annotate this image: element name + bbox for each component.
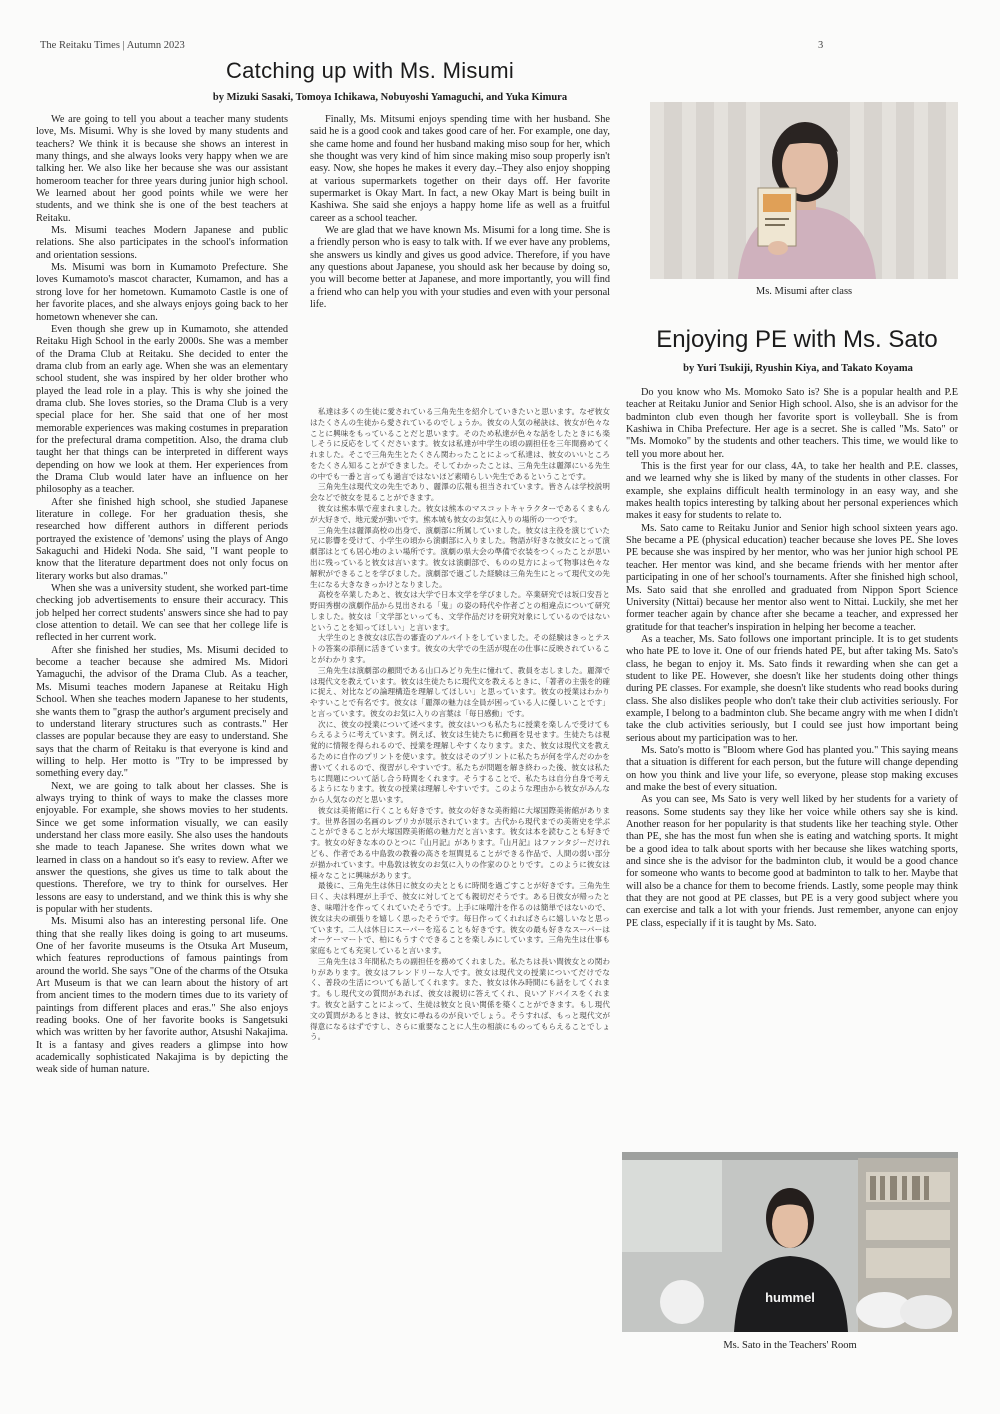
misumi-japanese-column [310, 407, 610, 1347]
photo-caption-sato: Ms. Sato in the Teachers' Room [723, 1340, 857, 1351]
paragraph: Even though she grew up in Kumamoto, she attended Reitaku High School in the early 2000s. She was a member of the Drama Club at Reitaku. She decided to enter the drama club from an early age. When she was an elementary school student, she was inspired by her older brother who played the lead role in a play. This is why she joined the drama club. She loves stories, so the Drama Club is a very special place for her. She said that one of her most memorable experiences was making costumes in preparation for the prefectural drama competition. Also, the drama club taught her that things can be interpreted in different ways depending on how we look at them. Her experiences from the Drama Club would later have an influence on her philosophy as a teacher. [36, 323, 288, 496]
jp-paragraph: 次に、彼女の授業について述べます。彼女はいつも私たちに授業を楽しんで受けてもらえるように考えています。例えば、彼女は生徒たちに動画を見せます。生徒たちは視覚的に情報を得られるので、授業を理解しやすくなります。また、彼女は現代文を教えるために自作のプリントを使います。彼女はそのプリントに私たちが何を学んだのかを書いてくれるので、復習がしやすいです。私たちが問題を解き終わった後、彼女は私たちに問題について話し合う時間をくれます。そうすることで、私たちは自分自身で考えるようになります。彼女の授業は理解しやすいです。このような理由から彼女がみんなから人気なのだと思います。 [310, 719, 610, 805]
paragraph: Ms. Misumi teaches Modern Japanese and public relations. She also participates in the school's information and orientation sessions. [36, 225, 288, 261]
article-title-sato: Enjoying PE with Ms. Sato [656, 326, 938, 353]
byline-sato: by Yuri Tsukiji, Ryushin Kiya, and Takato Koyama [683, 363, 913, 374]
jp-paragraph: 三角先生は演劇部の顧問である山口みどり先生に憧れて、教員を志しました。麗澤では現代文を教えています。彼女は生徒たちに現代文を教えるときに、「著者の主張を的確に捉え、対比などの論理構造を理解してほしい」と思っています。彼女の授業はわかりやすいことで有名です。彼女は「麗澤の魅力は全員が困っている人に優しいことです」と言っています。彼女のお気に入りの言葉は「毎日感動」です。 [310, 665, 610, 718]
paragraph: Do you know who Ms. Momoko Sato is? She is a popular health and P.E teacher at Reitaku Junior and Senior High school. Also, she is an advisor for the badminton club even though her favorite sport is volleyball. She is from Kashiwa in Chiba Prefecture. Her age is a secret. She is called "Ms. Sato" or "Ms. Momoko" by the students and other teachers. This time, we would like to tell you more about her. [626, 387, 958, 460]
paragraph: As you can see, Ms Sato is very well liked by her students for a variety of reasons. Some students say they like her voice while others say she is kind. Another reason for her popularity is that students like her teaching style. Other than PE, she has the most fun when she is eating and watching sports. It might be a good idea to talk about sports with her because she likes watching sports, and since she is the advisor for the badminton club, it would be a good chance for someone who wants to become good at badminton to talk to her. Maybe that will also be a chance for them to become friends. Lastly, some people may think that they are not good at PE classes, but PE is a very good subject where you can exercise and talk a lot with your friends. Just remember, anyone can enjoy PE class, especially if it is taught by Ms. Sato. [626, 794, 958, 929]
newspaper-header: The Reitaku Times | Autumn 2023 [40, 40, 185, 51]
jp-paragraph: 三角先生は現代文の先生であり、麗澤の広報も担当されています。皆さんは学校説明会などで彼女を見ることができます。 [310, 482, 610, 503]
sato-column [626, 387, 958, 929]
sato-photo-illustration [622, 1152, 958, 1332]
paragraph: Ms. Sato came to Reitaku Junior and Senior high school sixteen years ago. She became a PE (physical education) teacher because she loves PE. She loves PE because she was inspired by her mentor, who was her junior high school PE teacher. Her mentor was kind, and she became friends with her mentor after participating in one of her school's tournaments. After she finished high school, Ms. Sato said that she enrolled and graduated from Nippon Sport Science University (Nittai) because her mentor also went to Nittai. Luckily, she met her former teacher again by chance after she became a teacher, and expressed her gratitude for that teacher's inspiration in helping her become a teacher. [626, 522, 958, 633]
paragraph: Next, we are going to talk about her classes. She is always trying to think of ways to make the classes more enjoyable. For example, she shows movies to her students. Since we get some information visually, we can easily understand her class more easily. She also uses the handouts she made to teach Japanese. She writes down what we learned in class on a handout so it's easy to review. After we answer the questions, she gives us time to talk about the questions. Therefore, we try to think for ourselves. Her lessons are easy to understand, and we think this is why she is popular with her students. [36, 780, 288, 915]
book-icon [758, 188, 796, 246]
photo-ms-misumi [650, 102, 958, 279]
jp-paragraph: 高校を卒業したあと、彼女は大学で日本文学を学びました。卒業研究では坂口安吾と野田秀樹の演劇作品から見出される「鬼」の姿の時代や作者ごとの相違点について研究しました。彼女は「文学部といっても、文学作品だけを研究対象にしているのではないということを知ってほしい」と言います。 [310, 590, 610, 632]
paragraph: This is the first year for our class, 4A, to take her health and P.E. classes, and we learned why she is liked by many of the students in other classes. For example, she explains difficult health terminology in an easy way, and she makes health topics interesting by talking about her personal experiences which makes it easy for students to relate to. [626, 461, 958, 522]
jp-paragraph: 私達は多くの生徒に愛されている三角先生を紹介していきたいと思います。なぜ彼女はたくさんの生徒から愛されているのでしょうか。彼女の人気の秘訣は、彼女が色々なことに興味をもっていることだと思います。そのため私達が色々な話をしたときにも楽しそうに反応をしてくださいます。彼女は私達が中学生の頃の副担任を三年間務めてくれました。そこで三角先生とたくさん関わったことによって私達は、彼女のいいところをたくさん知ることができました。そしてわかったことは、三角先生は麗澤にいる先生の中でも一番と言っても過言ではないほど素晴らしい先生であるということです。 [310, 407, 610, 481]
paragraph: After she finished her studies, Ms. Misumi decided to become a teacher because she admired Ms. Midori Yamaguchi, the advisor of the Drama Club. As a teacher, Ms. Misumi teaches modern Japanese at Reitaku High School. When she teaches modern Japanese to her students, she wants them to "grasp the author's argument precisely and to understand literary structures such as contrasts." Her classes are popular because they are easy to understand. She says that the charm of Reitaku is that everyone is kind and willing to help. Her motto is "Try to be impressed by something every day." [36, 644, 288, 780]
jp-paragraph: 大学生のとき彼女は広告の審査のアルバイトをしていました。その経験はきっとテストの答案の添削に活きています。彼女の大学での生活が現在の仕事に反映されていることがわかります。 [310, 633, 610, 664]
jp-paragraph: 三角先生は麗澤高校の出身で、演劇部に所属していました。彼女は主役を演じていた兄に影響を受けて、小学生の頃から演劇部に入りました。物語が好きな彼女にとって演劇部はとても居心地のよい場所です。演劇の県大会の準備で衣装をつくったことが思い出に残っていると彼女は言います。彼女は演劇部で、ものの見方によって物事は色々な解釈ができることを学びました。演劇部で過ごした経験は三角先生にとって現代文の先生になる大きなきっかけとなりました。 [310, 525, 610, 589]
article-title-misumi: Catching up with Ms. Misumi [225, 58, 515, 83]
paragraph: Ms. Misumi was born in Kumamoto Prefecture. She loves Kumamoto's mascot character, Kumamon, and has a strong love for her hometown. Kumamoto Castle is one of her favorite places, and she always enjoys going back to her hometown whenever she can. [36, 262, 288, 323]
jp-paragraph: 彼女は熊本県で産まれました。彼女は熊本のマスコットキャラクターであるくまもんが大好きで、地元愛が強いです。熊本城も彼女のお気に入りの場所の一つです。 [310, 504, 610, 524]
jp-paragraph: 最後に、三角先生は休日に彼女の夫とともに時間を過ごすことが好きです。三角先生曰く、夫は料理が上手で、彼女に対してとても親切だそうです。ある日彼女が帰ったとき、味噌汁を作ってくれていたそうです。上手に味噌汁を作るのは簡単ではないので、彼女は夫の頑張りを嬉しく思ったそうです。毎日作ってくれればさらに嬉しいなと思っています。二人は休日にスーパーを巡ることも好きです。彼女の最も好きなスーパーはオーケーマートで、柏にもうすぐできることを楽しみにしています。三角先生は仕事も家庭もとても充実していると言います。 [310, 881, 610, 956]
paragraph: Ms. Misumi also has an interesting personal life. One thing that she really likes doing is going to art museums. One of her favorite museums is the Otsuka Art Museum, which features reproductions of famous paintings from around the world. She says "One of the charms of the Otsuka Art Museum is that we can learn about the history of art from ancient times to the modern times due to its variety of paintings from different places and eras." She also enjoys reading books. One of her favorite books is Sangetsuki which was written by her favorite author, Atsushi Nakajima. It is a fantasy and gives readers a glimpse into how academically sophisticated Nakajima is by depicting the weak side of human nature. [36, 916, 288, 1076]
misumi-column-2 [310, 114, 610, 364]
paragraph: Ms. Sato's motto is "Bloom where God has planted you." This saying means that a situation is different for each person, but the future will change depending on how you think and live your life, so everyone, please stop making excuses and make the best of every situation. [626, 744, 958, 793]
photo-ms-sato [622, 1152, 958, 1332]
jp-paragraph: 彼女は美術館に行くことも好きです。彼女の好きな美術館に大塚国際美術館があります。世界各国の名画のレプリカが展示されています。古代から現代までの美術史を学ぶことができることが大塚国際美術館の魅力だと言います。彼女は本を読むことも好きです。彼女の好きな本のひとつに『山月記』があります。『山月記』はファンタジーだけれども、作者である中島敦の教養の高さを垣間見ることができる作品で、人間の弱い部分が描かれています。中島敦は彼女のお気に入りの作家のひとりです。このように彼女は様々なことに興味があります。 [310, 805, 610, 880]
paragraph: When she was a university student, she worked part-time checking job advertisements to ensure their accuracy. This job helped her correct students' answers since she had to pay close attention to detail. We can see that her college life is reflected in her current work. [36, 583, 288, 644]
paragraph: Finally, Ms. Mitsumi enjoys spending time with her husband. She said he is a good cook and takes good care of her. For example, one day, she came home and found her husband making miso soup for her, which she thought was very kind of him since making miso soup properly isn't easy. Now, she hopes he makes it every day.–They also enjoy shopping at various supermarkets together on their days off. Her favorite supermarket is Okay Mart. In fact, a new Okay Mart is being built in Kashiwa. She said she enjoys a happy home life as well as a fruitful career as a school teacher. [310, 114, 610, 224]
misumi-photo-illustration [650, 102, 958, 279]
misumi-column-1 [36, 114, 288, 1326]
paragraph: After she finished high school, she studied Japanese literature in college. For her graduation thesis, she researched how different authors in different periods portrayed the existence of 'demons' using the plays of Ango Sakaguchi and Hideki Noda. She said, "I want people to know that the literature department does not only focus on literary works but also dramas." [36, 496, 288, 582]
paragraph: We are glad that we have known Ms. Misumi for a long time. She is a friendly person who is easy to talk with. If we ever have any problems, she answers us kindly and gives us good advice. Therefore, if you have any questions about Japanese, you should ask her because by doing so, you will become better at Japanese, and more importantly, you will find a friend who can help you with your studies and even with your personal life. [310, 225, 610, 311]
photo-caption-misumi: Ms. Misumi after class [755, 286, 853, 297]
paragraph: As a teacher, Ms. Sato follows one important principle. It is to get students who hate PE to love it. One of our friends hated PE, but after taking Ms. Sato's class, he began to enjoy it. Ms. Sato finds it rewarding when she can get a student to like PE. However, she doesn't like her students doing other things during PE classes. For example, she doesn't like students who read books during class. She also dislikes people who don't take their club activities seriously. For example, I belong to a badminton club. She became angry with me when I didn't take the club activities seriously, but I could see just how important being serious about my participation was to her. [626, 633, 958, 744]
jp-paragraph: 三角先生は３年間私たちの副担任を務めてくれました。私たちは長い間彼女との関わりがあります。彼女はフレンドリーな人です。彼女は現代文の授業についてだけでなく、普段の生活についても話してくれます。また、彼女は休み時間にも話をしてくれます。もし現代文の質問があれば、彼女は親切に答えてくれ、良いアドバイスをくれます。彼女と話すことによって、生徒は彼女と良い関係を築くことができます。もし現代文の質問があるときは、彼女に尋ねるのが良いでしょう。そうすれば、もっと現代文が得意になるはずですし、さらに重要なことに人生の相談にものってもらえることでしょう。 [310, 956, 610, 1042]
byline-misumi: by Mizuki Sasaki, Tomoya Ichikawa, Nobuyoshi Yamaguchi, and Yuka Kimura [212, 92, 568, 103]
shirt-logo-text: hummel [765, 1290, 815, 1305]
paragraph: We are going to tell you about a teacher many students love, Ms. Misumi. Why is she loved by many students and teachers? We think it is because she shows an interest in many things, and she always looks very happy when we are talking her. We also like her because she was our assistant homeroom teacher for three years during junior high school. We learned about her good points while we were her students, and we think she is one of the best teachers at Reitaku. [36, 114, 288, 224]
page-number: 3 [818, 40, 824, 51]
